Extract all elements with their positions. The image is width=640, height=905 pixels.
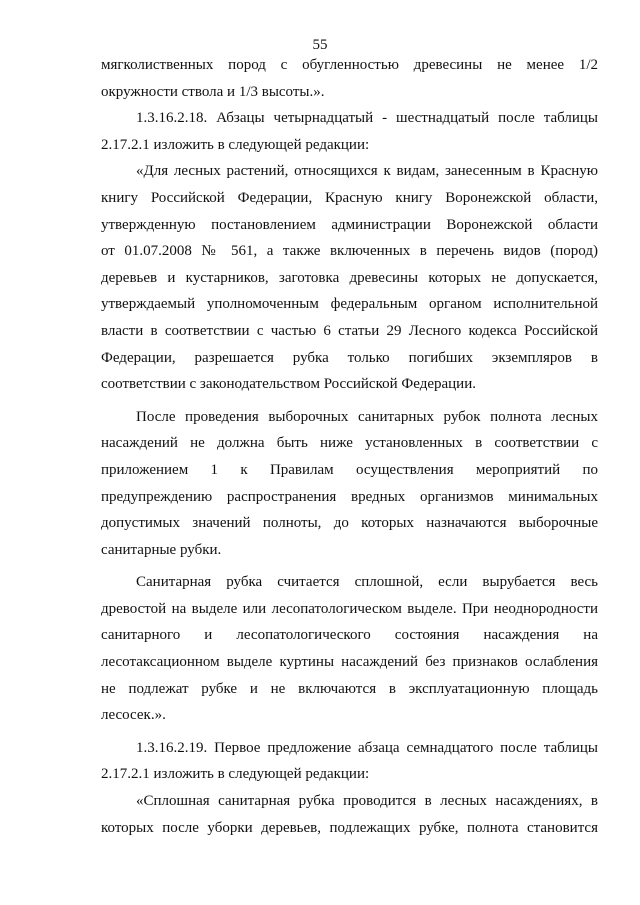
text-line: деревьев и кустарников, заготовка древесины которых не допускается,	[101, 269, 598, 286]
paragraph	[101, 569, 598, 729]
text-line: от 01.07.2008 № 561, а также включенных в перечень видов (пород)	[101, 243, 598, 260]
text-line: допустимых значений полноты, до которых назначаются выборочные	[101, 515, 598, 532]
page-number: 55	[312, 37, 328, 53]
text-line: которых после уборки деревьев, подлежащих рубке, полнота становится	[101, 819, 598, 836]
text-line: «Для лесных растений, относящихся к видам, занесенным в Красную	[136, 163, 598, 180]
text-line: древостой на выделе или лесопатологическом выделе. При неоднородности	[101, 600, 598, 617]
text-line: книгу Российской Федерации, Красную книгу Воронежской области,	[101, 189, 598, 206]
paragraph	[101, 735, 598, 788]
text-line: 2.17.2.1 изложить в следующей редакции:	[101, 136, 370, 153]
text-line: После проведения выборочных санитарных рубок полнота лесных	[136, 408, 598, 425]
text-line: санитарного и лесопатологического состояния насаждения на	[101, 627, 598, 644]
paragraph	[101, 404, 598, 564]
paragraph	[101, 158, 598, 397]
text-line: предупреждению распространения вредных организмов минимальных	[101, 488, 598, 505]
text-line: не подлежат рубке и не включаются в эксплуатационную площадь	[101, 680, 598, 697]
text-line: 1.3.16.2.19. Первое предложение абзаца семнадцатого после таблицы	[136, 739, 598, 756]
text-line: утверждаемый уполномоченным федеральным органом исполнительной	[101, 296, 598, 313]
text-line: лесосек.».	[101, 707, 166, 724]
text-line: Федерации, разрешается рубка только погибших экземпляров в	[101, 349, 598, 366]
paragraph	[101, 788, 598, 841]
text-line: 2.17.2.1 изложить в следующей редакции:	[101, 766, 370, 783]
text-line: власти в соответствии с частью 6 статьи 29 Лесного кодекса Российской	[101, 322, 598, 339]
text-line: окружности ствола и 1/3 высоты.».	[101, 83, 325, 100]
text-line: 1.3.16.2.18. Абзацы четырнадцатый - шестнадцатый после таблицы	[136, 110, 598, 127]
text-line: «Сплошная санитарная рубка проводится в лесных насаждениях, в	[136, 793, 598, 810]
text-line: Санитарная рубка считается сплошной, если вырубается весь	[136, 574, 598, 591]
text-line: приложением 1 к Правилам осуществления мероприятий по	[101, 461, 598, 478]
text-line: мягколиственных пород с обугленностью древесины не менее 1/2	[101, 57, 598, 73]
document-body	[101, 52, 598, 841]
text-line: насаждений не должна быть ниже установленных в соответствии с	[101, 435, 598, 452]
paragraph	[101, 105, 598, 158]
text-line: соответствии с законодательством Российской Федерации.	[101, 376, 476, 393]
text-line: лесотаксационном выделе куртины насаждений без признаков ослабления	[101, 654, 598, 671]
paragraph	[101, 52, 598, 105]
text-line: утвержденную постановлением администрации Воронежской области	[101, 216, 598, 233]
text-line: санитарные рубки.	[101, 541, 222, 558]
